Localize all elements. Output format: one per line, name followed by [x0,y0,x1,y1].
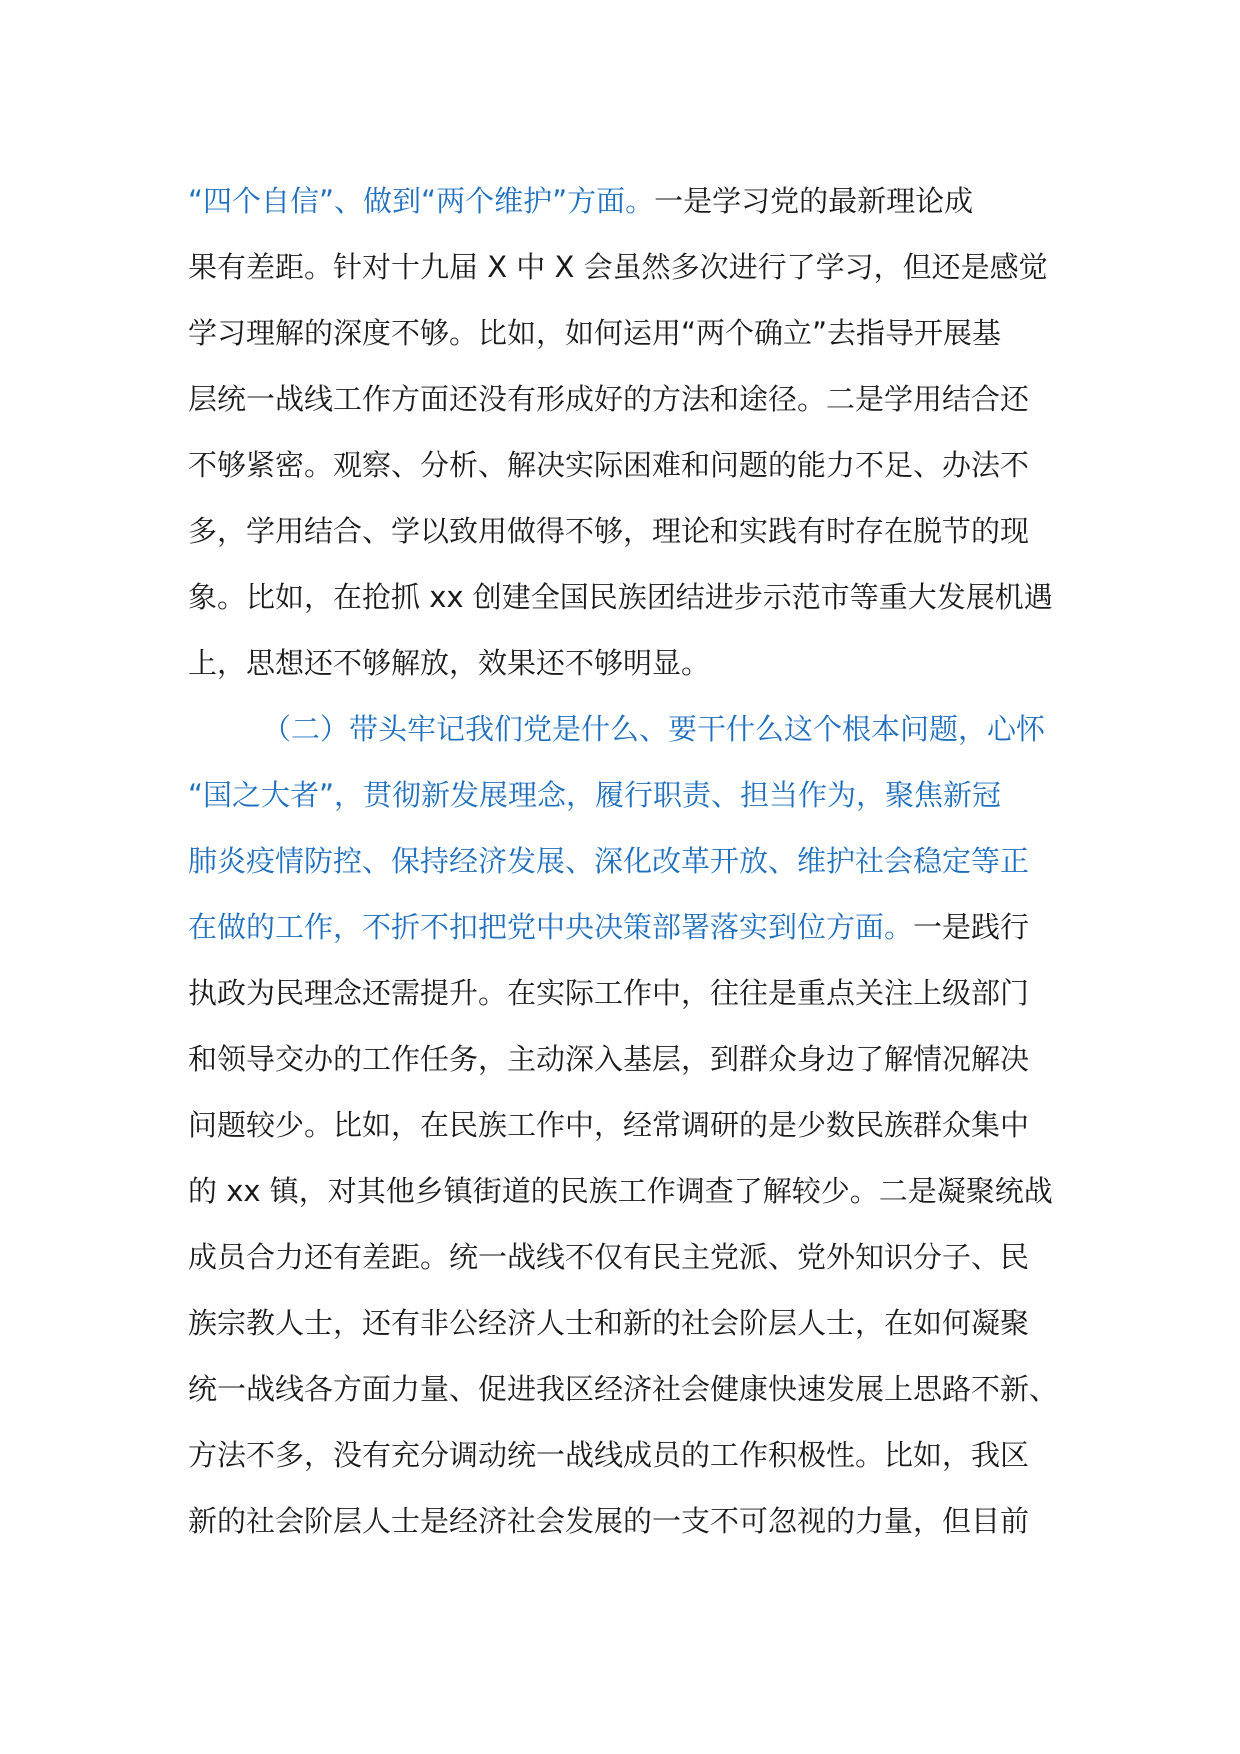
body-text: 一是学习党的最新理论成 [654,184,974,218]
text-line: 果有差距。针对十九届 X 中 X 会虽然多次进行了学习，但还是感觉 [188,250,1048,284]
text-line: 的 xx 镇，对其他乡镇街道的民族工作调查了解较少。二是凝聚统战 [188,1174,1053,1208]
text-line: 新的社会阶层人士是经济社会发展的一支不可忽视的力量，但目前 [188,1504,1030,1538]
paragraph-2 [188,696,1068,1554]
highlighted-heading-text: “四个自信”、做到“两个维护”方面。 [188,184,655,218]
text-line: 学习理解的深度不够。比如，如何运用“两个确立”去指导开展基 [188,316,1002,350]
text-line [188,168,1068,234]
text-line: 族宗教人士，还有非公经济人士和新的社会阶层人士，在如何凝聚 [188,1306,1030,1340]
document-page [188,168,1068,1554]
text-line: 成员合力还有差距。统一战线不仅有民主党派、党外知识分子、民 [188,1240,1030,1274]
section-heading-line: 肺炎疫情防控、保持经济发展、深化改革开放、维护社会稳定等正 [188,844,1030,878]
highlighted-heading-text: 在做的工作，不折不扣把党中央决策部署落实到位方面。 [188,910,914,944]
text-line: 多，学用结合、学以致用做得不够，理论和实践有时存在脱节的现 [188,514,1030,548]
section-heading-line: （二）带头牢记我们党是什么、要干什么这个根本问题，心怀 [262,712,1046,746]
text-line [188,894,1068,960]
text-line: 上，思想还不够解放，效果还不够明显。 [188,646,711,680]
text-line: 和领导交办的工作任务，主动深入基层，到群众身边了解情况解决 [188,1042,1030,1076]
text-line: 方法不多，没有充分调动统一战线成员的工作积极性。比如，我区 [188,1438,1030,1472]
paragraph-1 [188,168,1068,696]
text-line: 不够紧密。观察、分析、解决实际困难和问题的能力不足、办法不 [188,448,1030,482]
body-text: 一是践行 [913,910,1030,944]
section-heading-line: “国之大者”，贯彻新发展理念，履行职责、担当作为，聚焦新冠 [188,778,1002,812]
text-line: 执政为民理念还需提升。在实际工作中，往往是重点关注上级部门 [188,976,1030,1010]
text-line: 统一战线各方面力量、促进我区经济社会健康快速发展上思路不新、 [188,1372,1059,1406]
text-line: 层统一战线工作方面还没有形成好的方法和途径。二是学用结合还 [188,382,1030,416]
text-line: 问题较少。比如，在民族工作中，经常调研的是少数民族群众集中 [188,1108,1030,1142]
text-line: 象。比如，在抢抓 xx 创建全国民族团结进步示范市等重大发展机遇 [188,580,1053,614]
